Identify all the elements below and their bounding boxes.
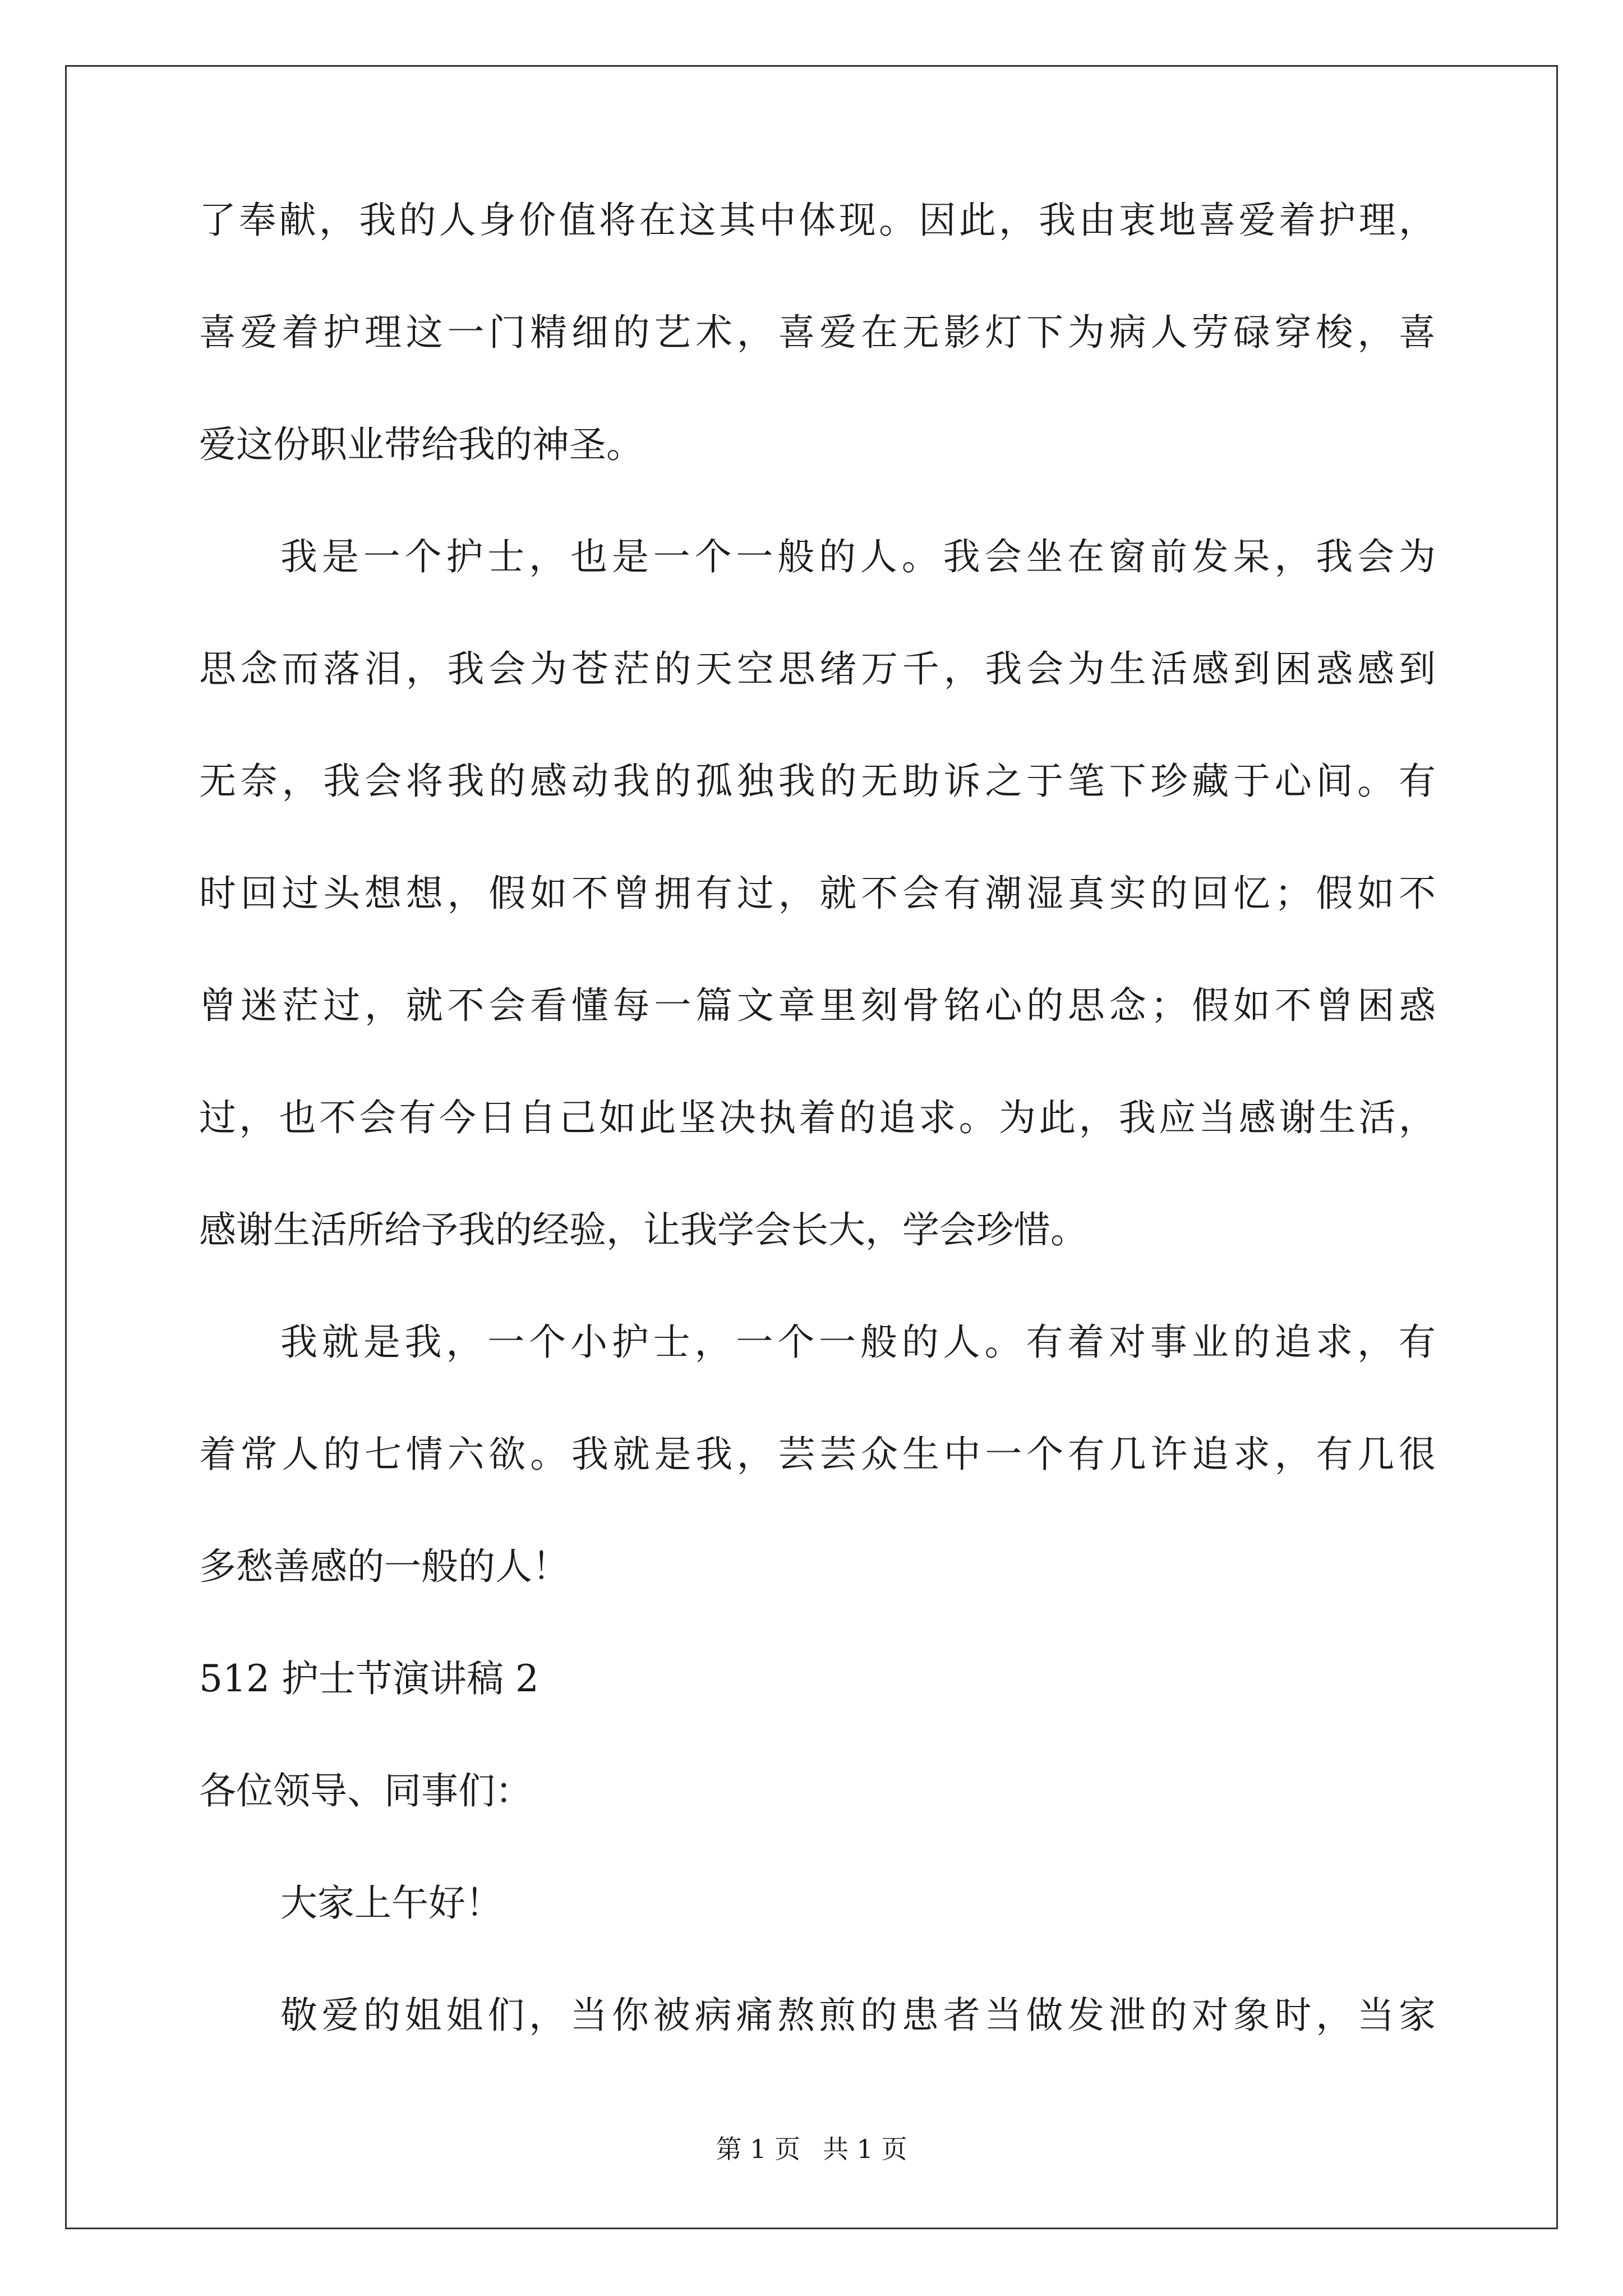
- text-line: 感谢生活所给予我的经验，让我学会长大，学会珍惜。: [199, 1208, 1087, 1251]
- text-line: 无奈，我会将我的感动我的孤独我的无助诉之于笔下珍藏于心间。有: [199, 760, 1436, 803]
- section-heading: 512 护士节演讲稿 2: [199, 1657, 539, 1700]
- text-line: 着常人的七情六欲。我就是我，芸芸众生中一个有几许追求，有几很: [199, 1433, 1436, 1476]
- page-footer: [0, 2135, 1623, 2163]
- page-total: 共 1 页: [823, 2134, 907, 2164]
- paragraph-first-line: 敬爱的姐姐们，当你被病痛熬煎的患者当做发泄的对象时，当家: [280, 1994, 1436, 2037]
- paragraph-first-line: 我是一个护士，也是一个一般的人。我会坐在窗前发呆，我会为: [280, 535, 1436, 578]
- page-number: 第 1 页: [716, 2134, 800, 2164]
- text-line: 多愁善感的一般的人！: [199, 1545, 569, 1588]
- text-line: 了奉献，我的人身价值将在这其中体现。因此，我由衷地喜爱着护理，: [199, 199, 1436, 242]
- salutation: 各位领导、同事们：: [199, 1769, 532, 1812]
- document-body: [199, 201, 1436, 2035]
- text-line: 喜爱着护理这一门精细的艺术，喜爱在无影灯下为病人劳碌穿梭，喜: [199, 311, 1436, 354]
- text-line: 思念而落泪，我会为苍茫的天空思绪万千，我会为生活感到困惑感到: [199, 647, 1436, 691]
- paragraph-first-line: 我就是我，一个小护士，一个一般的人。有着对事业的追求，有: [280, 1320, 1436, 1364]
- text-line: 爱这份职业带给我的神圣。: [199, 423, 643, 466]
- text-line: 过，也不会有今日自己如此坚决执着的追求。为此，我应当感谢生活，: [199, 1096, 1436, 1139]
- text-line: 时回过头想想，假如不曾拥有过，就不会有潮湿真实的回忆；假如不: [199, 872, 1436, 915]
- text-line: 曾迷茫过，就不会看懂每一篇文章里刻骨铭心的思念；假如不曾困惑: [199, 984, 1436, 1027]
- greeting: 大家上午好！: [280, 1881, 502, 1925]
